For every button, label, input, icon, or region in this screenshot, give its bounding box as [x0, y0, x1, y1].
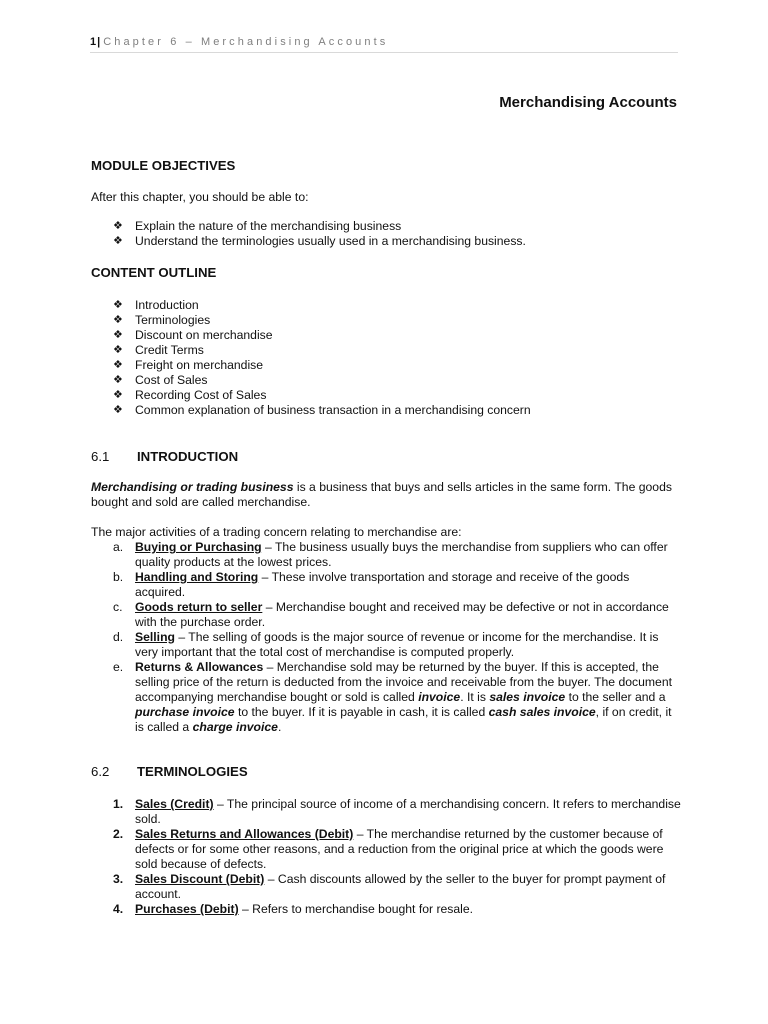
section-number: 6.1 — [91, 449, 110, 464]
header-separator: | — [97, 36, 101, 48]
list-item: 4. Purchases (Debit) – Refers to merchandise bought for resale. — [113, 902, 474, 916]
running-header — [90, 36, 678, 53]
introduction-heading — [91, 449, 238, 464]
outline-heading: CONTENT OUTLINE — [91, 265, 217, 280]
diamond-bullet-icon: ❖ — [113, 314, 123, 326]
activities-intro: The major activities of a trading concern relating to merchandise are: — [91, 525, 462, 539]
objectives-heading: MODULE OBJECTIVES — [91, 158, 236, 173]
diamond-bullet-icon: ❖ — [113, 329, 123, 341]
list-item: ❖ Credit Terms — [113, 343, 204, 357]
list-item: ❖ Understand the terminologies usually used in a merchandising business. — [113, 234, 526, 248]
diamond-bullet-icon: ❖ — [113, 344, 123, 356]
activities-list — [91, 540, 681, 735]
diamond-bullet-icon: ❖ — [113, 404, 123, 416]
list-item: 2. Sales Returns and Allowances (Debit) – The merchandise returned by the customer because of defects or for some other reasons, and a reduction from the original price at which the goods were sold because of defects. — [113, 827, 664, 871]
list-item: ❖ Introduction — [113, 298, 199, 312]
diamond-bullet-icon: ❖ — [113, 299, 123, 311]
chapter-label: Chapter 6 – Merchandising Accounts — [103, 36, 389, 48]
terminologies-heading — [91, 764, 248, 779]
list-item: 3. Sales Discount (Debit) – Cash discounts allowed by the seller to the buyer for prompt payment of account. — [113, 872, 666, 901]
document-title: Merchandising Accounts — [499, 94, 677, 111]
section-title: INTRODUCTION — [137, 449, 239, 464]
objectives-list — [113, 219, 526, 249]
diamond-bullet-icon: ❖ — [113, 235, 123, 247]
section-number: 6.2 — [91, 764, 110, 779]
list-item: d. Selling – The selling of goods is the major source of revenue or income for the merchandise. It is very important that the total cost of merchandise is computed properly. — [113, 630, 659, 659]
diamond-bullet-icon: ❖ — [113, 374, 123, 386]
diamond-bullet-icon: ❖ — [113, 389, 123, 401]
list-item: 1. Sales (Credit) – The principal source of income of a merchandising concern. It refers to merchandise sold. — [113, 797, 681, 826]
list-item: a. Buying or Purchasing – The business usually buys the merchandise from suppliers who can offer quality products at the lowest prices. — [113, 540, 668, 569]
page-number: 1 — [90, 36, 97, 48]
objectives-intro: After this chapter, you should be able to: — [91, 190, 309, 204]
diamond-bullet-icon: ❖ — [113, 220, 123, 232]
list-item: ❖ Cost of Sales — [113, 373, 208, 387]
terminologies-list — [91, 797, 681, 917]
list-item: ❖ Explain the nature of the merchandising business — [113, 219, 402, 233]
list-item: ❖ Common explanation of business transaction in a merchandising concern — [113, 403, 531, 417]
list-item: b. Handling and Storing – These involve transportation and storage and receive of the goods acquired. — [113, 570, 630, 599]
list-item: e. Returns & Allowances – Merchandise sold may be returned by the buyer. If this is accepted, the selling price of the return is deducted from the invoice and receivable from the buyer. The document accompanying merchandise bought or sold is called invoice. It is sales invoice to the seller and a purchase invoice to the buyer. If it is payable in cash, it is called cash sales invoice, if on credit, it is called a charge invoice. — [113, 660, 672, 734]
list-item: ❖ Recording Cost of Sales — [113, 388, 267, 402]
list-item: c. Goods return to seller – Merchandise bought and received may be defective or not in accordance with the purchase order. — [113, 600, 669, 629]
definition-paragraph: Merchandising or trading business is a business that buys and sells articles in the same form. The goods bought and sold are called merchandise. — [91, 480, 672, 509]
list-item: ❖ Terminologies — [113, 313, 211, 327]
outline-list — [113, 298, 531, 418]
list-item: ❖ Freight on merchandise — [113, 358, 264, 372]
defined-term: Merchandising or trading business — [91, 480, 294, 494]
section-title: TERMINOLOGIES — [137, 764, 248, 779]
diamond-bullet-icon: ❖ — [113, 359, 123, 371]
list-item: ❖ Discount on merchandise — [113, 328, 273, 342]
